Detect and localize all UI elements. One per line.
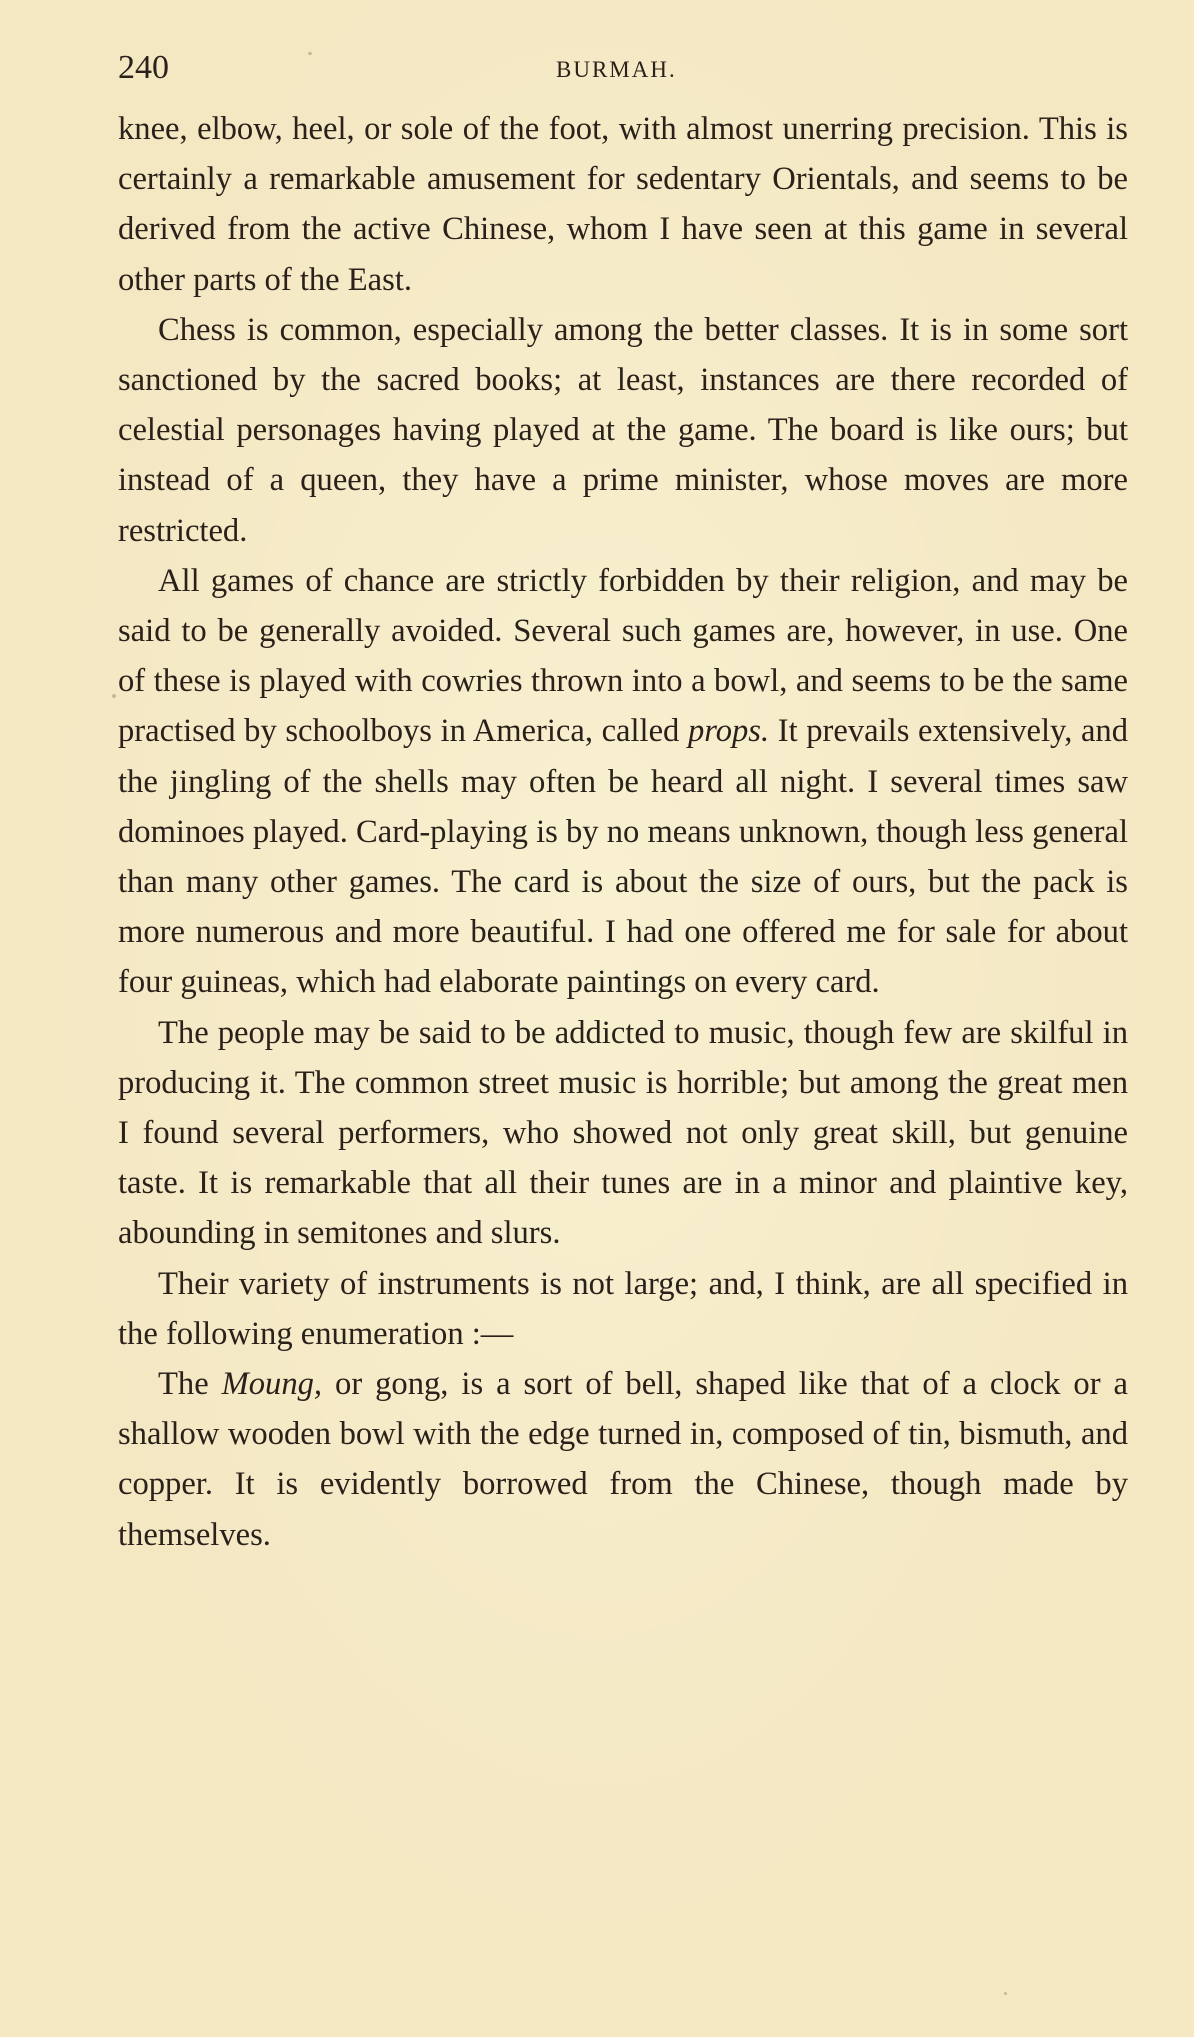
paragraph-3-before: All games of chance are strictly forbidden by their religion, and may be said to be generally avoided. Several such games are, however, in use. One of these is played with cowries thrown into a bowl, and seems to be the same practised by schoolboys in America, called xyxy=(118,562,1128,750)
paper-speck xyxy=(112,694,116,698)
paragraph-6-before: The xyxy=(158,1366,209,1403)
paper-speck xyxy=(1004,1992,1007,1995)
paragraph-5: Their variety of instruments is not large; and, I think, are all specified in the following enumeration :— xyxy=(118,1265,1128,1352)
paragraph-6-italic: Moung, xyxy=(221,1366,323,1403)
page-number: 240 xyxy=(118,49,169,86)
paragraph-3 xyxy=(118,556,1128,1008)
paragraph-6 xyxy=(118,1359,1128,1560)
paragraph-1: knee, elbow, heel, or sole of the foot, with almost unerring precision. This is certainly a remarkable amusement for sedentary Orientals, and seems to be derived from the active Chinese, whom I have seen at this game in several other parts of the East. xyxy=(118,111,1128,298)
paragraph-2: Chess is common, especially among the better classes. It is in some sort sanctioned by the sacred books; at least, instances are there recorded of celestial personages having played at the game. The board is like ours; but instead of a queen, they have a prime minister, whose moves are more restricted. xyxy=(118,311,1128,549)
page-header xyxy=(118,44,1128,92)
paragraph-6-after: or gong, is a sort of bell, shaped like that of a clock or a shallow wooden bowl with the edge turned in, composed of tin, bismuth, and copper. It is evidently borrowed from the Chinese, though made by themselves. xyxy=(118,1366,1128,1553)
paragraph-3-italic: props. xyxy=(687,713,770,750)
paper-speck xyxy=(308,52,312,55)
running-title: BURMAH. xyxy=(556,57,677,82)
body-text xyxy=(118,104,1128,1560)
paragraph-3-after: It prevails extensively, and the jingling of the shells may often be heard all night. I several times saw dominoes played. Card-playing is by no means unknown, though less general than many other games. The card is about the size of ours, but the pack is more numerous and more beautiful. I had one offered me for sale for about four guineas, which had elaborate paintings on every card. xyxy=(118,713,1128,1001)
paragraph-4: The people may be said to be addicted to music, though few are skilful in producing it. The common street music is horrible; but among the great men I found several performers, who showed not only great skill, but genuine taste. It is remarkable that all their tunes are in a minor and plaintive key, abounding in semitones and slurs. xyxy=(118,1014,1128,1252)
